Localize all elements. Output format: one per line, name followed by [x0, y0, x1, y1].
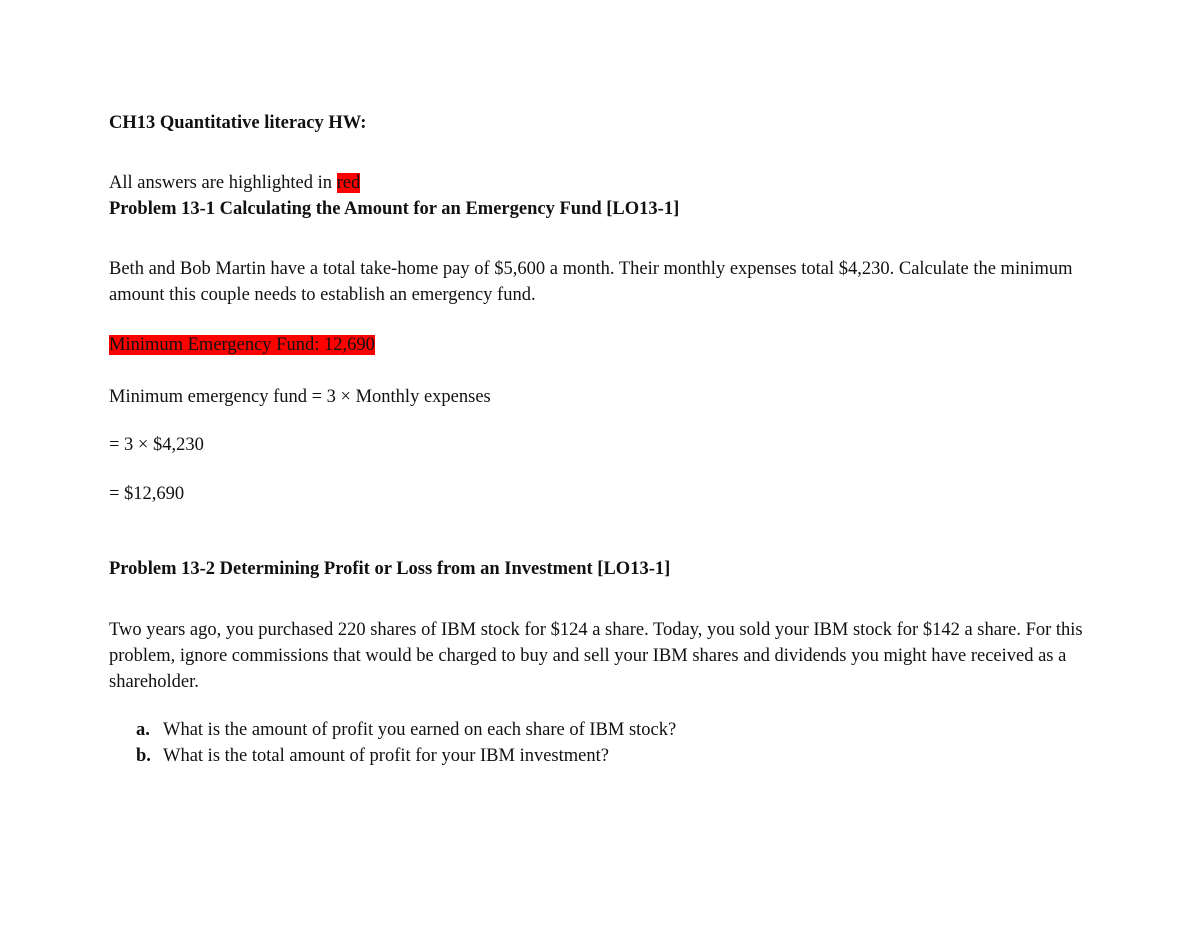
answer-highlight: Minimum Emergency Fund: 12,690: [109, 335, 375, 355]
answers-note: [109, 170, 360, 196]
document-page: [109, 0, 1109, 927]
problem-13-1-heading: Problem 13-1 Calculating the Amount for an Emergency Fund [LO13-1]: [109, 199, 680, 219]
problem-13-2-heading: Problem 13-2 Determining Profit or Loss from an Investment [LO13-1]: [109, 559, 671, 579]
question-list: [136, 717, 676, 769]
solution-step-1: Minimum emergency fund = 3 × Monthly expenses: [109, 387, 491, 407]
list-marker: b.: [136, 746, 151, 766]
answers-note-highlight: red: [336, 173, 361, 193]
solution-step-2: = 3 × $4,230: [109, 435, 204, 455]
problem-13-1-body: Beth and Bob Martin have a total take-home pay of $5,600 a month. Their monthly expenses total $4,230. Calculate the minimum amount this couple needs to establish an emergency fund.: [109, 259, 1073, 305]
question-text: What is the amount of profit you earned on each share of IBM stock?: [163, 720, 677, 740]
list-marker: a.: [136, 720, 150, 740]
problem-13-1-answer: [109, 332, 375, 358]
list-item: [136, 743, 676, 769]
problem-13-2-body: Two years ago, you purchased 220 shares of IBM stock for $124 a share. Today, you sold your IBM stock for $142 a share. For this problem, ignore commissions that would be charged to buy and sell your IBM shares and dividends you might have received as a shareholder.: [109, 620, 1083, 692]
document-title: CH13 Quantitative literacy HW:: [109, 113, 367, 133]
list-item: [136, 717, 676, 743]
answers-note-text: All answers are highlighted in: [109, 173, 337, 193]
question-text: What is the total amount of profit for your IBM investment?: [163, 746, 609, 766]
solution-step-3: = $12,690: [109, 484, 185, 504]
